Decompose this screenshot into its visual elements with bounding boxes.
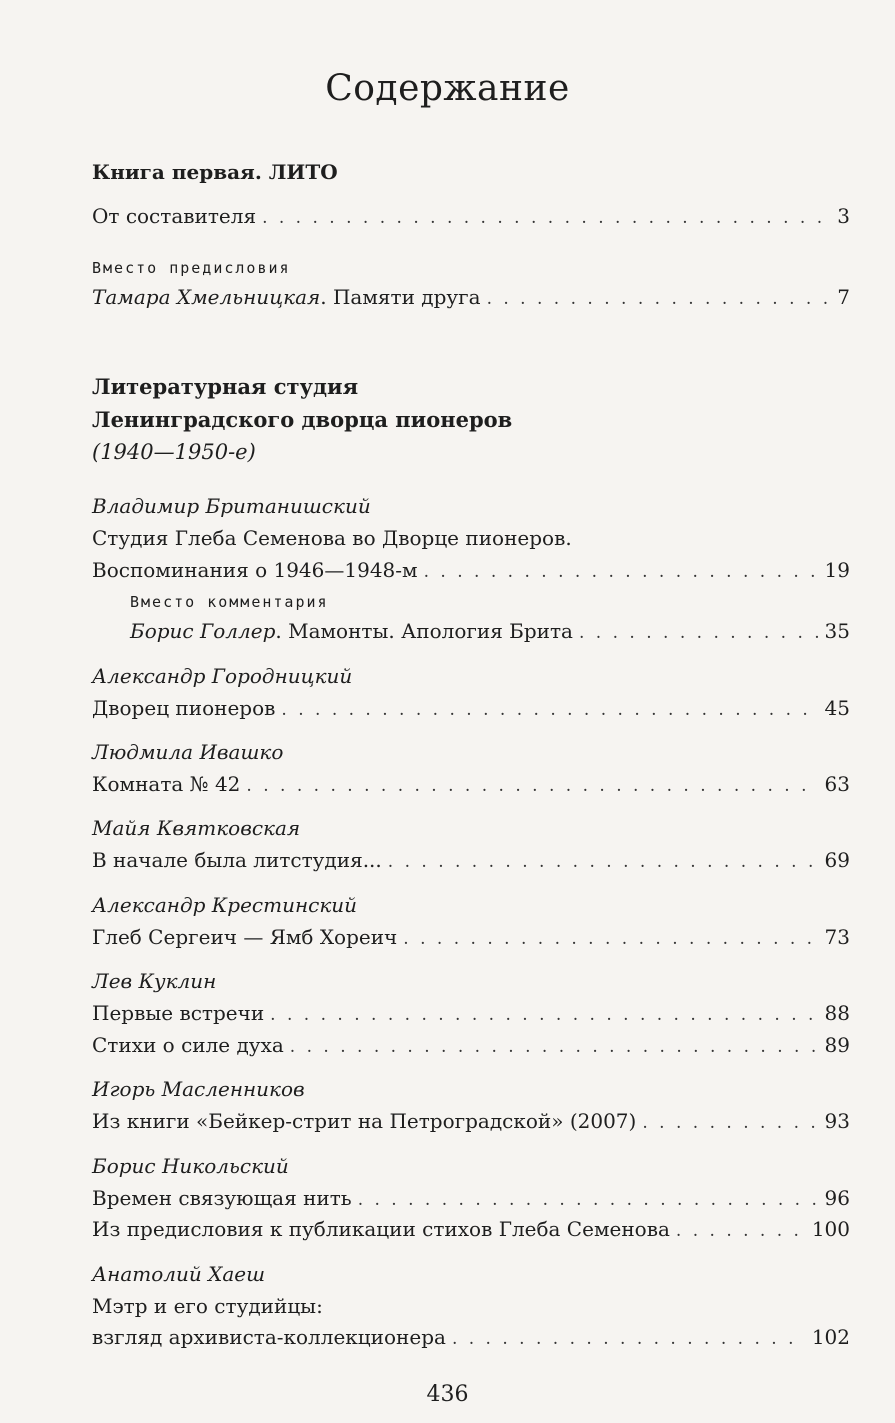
book-heading: Книга первая. ЛИТО	[92, 160, 338, 184]
entry-label: Воспоминания о 1946—1948-м	[92, 558, 418, 582]
entry-author: Борис Голлер	[130, 619, 276, 643]
entry-label: В начале была литстудия...	[92, 848, 382, 872]
author-name: Анатолий Хаеш	[92, 1262, 266, 1286]
entry-label: Глеб Сергеич — Ямб Хореич	[92, 925, 398, 949]
author-name: Лев Куклин	[92, 969, 217, 993]
toc-entry[interactable]	[92, 1001, 850, 1025]
entry-page: 19	[824, 558, 850, 582]
entry-label: Из книги «Бейкер-стрит на Петроградской» (2007)	[92, 1109, 637, 1133]
author-name: Александр Городницкий	[92, 664, 353, 688]
toc-entry-preface[interactable]	[92, 285, 850, 309]
leader-dots	[270, 1005, 818, 1025]
section-years: (1940—1950-е)	[92, 440, 256, 464]
entry-page: 35	[824, 619, 850, 643]
entry-page: 93	[824, 1109, 850, 1133]
toc-entry[interactable]	[92, 696, 850, 720]
toc-entry-compiler[interactable]	[92, 204, 850, 228]
leader-dots	[262, 208, 831, 228]
entry-page: 45	[824, 696, 850, 720]
entry-label: Комната № 42	[92, 772, 241, 796]
page-number: 436	[426, 1382, 469, 1407]
leader-dots	[358, 1190, 819, 1210]
entry-label	[92, 285, 481, 309]
entry-page: 100	[811, 1217, 850, 1241]
entry-label: взгляд архивиста-коллекционера	[92, 1325, 446, 1349]
entry-page: 73	[824, 925, 850, 949]
toc-entry[interactable]	[92, 925, 850, 949]
entry-label: Дворец пионеров	[92, 696, 276, 720]
toc-entry[interactable]	[92, 1033, 850, 1057]
entry-label: Времен связующая нить	[92, 1186, 352, 1210]
leader-dots	[424, 562, 819, 582]
entry-page: 63	[824, 772, 850, 796]
entry-page: 89	[824, 1033, 850, 1057]
preface-note: Вместо предисловия	[92, 259, 291, 277]
author-name: Игорь Масленников	[92, 1077, 305, 1101]
entry-page: 102	[811, 1325, 850, 1349]
author-name: Майя Квятковская	[92, 816, 301, 840]
entry-page: 7	[837, 285, 850, 309]
toc-entry[interactable]	[92, 1325, 850, 1349]
leader-dots	[290, 1037, 819, 1057]
leader-dots	[281, 700, 818, 720]
entry-title: . Мамонты. Апология Брита	[275, 619, 573, 643]
entry-label: Стихи о силе духа	[92, 1033, 284, 1057]
author-name: Александр Крестинский	[92, 893, 358, 917]
author-name: Борис Никольский	[92, 1154, 289, 1178]
leader-dots	[246, 776, 818, 796]
entry-page: 88	[824, 1001, 850, 1025]
toc-entry[interactable]	[92, 1186, 850, 1210]
toc-entry-sub[interactable]	[130, 619, 850, 643]
toc-entry[interactable]	[92, 1109, 850, 1133]
section-heading-line1: Литературная студия	[92, 374, 359, 399]
entry-title: . Памяти друга	[320, 285, 481, 309]
entry-label: Из предисловия к публикации стихов Глеба Семенова	[92, 1217, 670, 1241]
leader-dots	[403, 929, 818, 949]
leader-dots	[388, 852, 819, 872]
entry-page: 3	[837, 204, 850, 228]
section-heading-line2: Ленинградского дворца пионеров	[92, 407, 513, 432]
comment-note: Вместо комментария	[130, 593, 329, 611]
entry-title-line: Мэтр и его студийцы:	[92, 1294, 323, 1318]
leader-dots	[579, 623, 819, 643]
leader-dots	[642, 1113, 818, 1133]
author-name: Владимир Британишский	[92, 494, 371, 518]
leader-dots	[676, 1221, 806, 1241]
entry-label	[130, 619, 573, 643]
entry-label: Первые встречи	[92, 1001, 265, 1025]
page-title: Содержание	[325, 68, 570, 109]
entry-label: От составителя	[92, 204, 257, 228]
toc-entry[interactable]	[92, 772, 850, 796]
entry-title-line: Студия Глеба Семенова во Дворце пионеров.	[92, 526, 572, 550]
toc-entry[interactable]	[92, 558, 850, 582]
author-name: Людмила Ивашко	[92, 740, 284, 764]
leader-dots	[452, 1329, 806, 1349]
entry-page: 69	[824, 848, 850, 872]
toc-entry[interactable]	[92, 1217, 850, 1241]
entry-page: 96	[824, 1186, 850, 1210]
toc-entry[interactable]	[92, 848, 850, 872]
entry-author: Тамара Хмельницкая	[92, 285, 321, 309]
leader-dots	[487, 289, 832, 309]
